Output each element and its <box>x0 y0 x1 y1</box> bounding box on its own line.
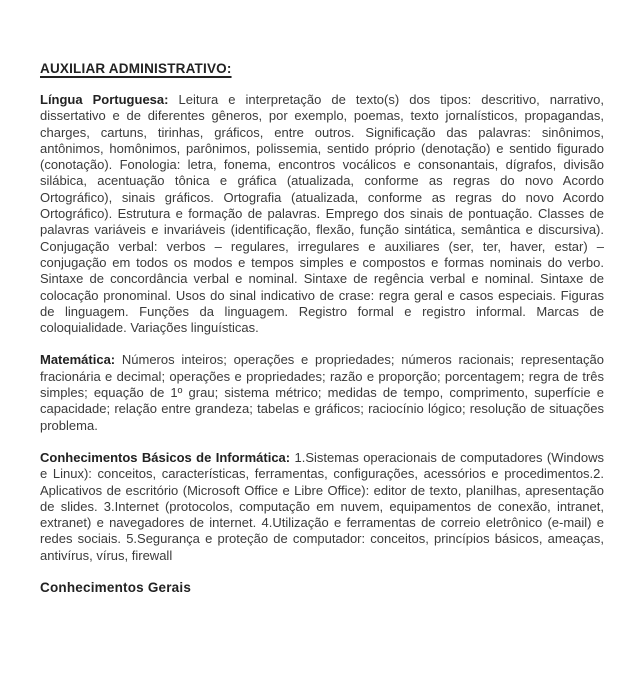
section-matematica <box>40 352 604 433</box>
section-informatica-body: 1.Sistemas operacionais de computadores (Windows e Linux): conceitos, características, ferramentas, configurações, acessórios e procedimentos.2. Aplicativos de escritório (Microsoft Office e Libre Office): editor de texto, planilhas, apresentação de slides. 3.Internet (protocolos, computação em nuvem, equipamentos de conexão, intranet, extranet) e navegadores de internet. 4.Utilização e ferramentas de correio eletrônico (e-mail) e redes sociais. 5.Segurança e proteção de computador: conceitos, princípios básicos, ameaças, antivírus, vírus, firewall <box>40 449 604 563</box>
section-matematica-body: Números inteiros; operações e propriedades; números racionais; representação fracionária e decimal; operações e propriedades; razão e proporção; porcentagem; regra de três simples; equação de 1º grau; sistema métrico; medidas de tempo, comprimento, superfície e capacidade; relação entre grandeza; tabelas e gráficos; raciocínio lógico; resolução de situações problema. <box>40 352 604 433</box>
section-lingua-portuguesa-body: Leitura e interpretação de texto(s) dos tipos: descritivo, narrativo, dissertativo e de diferentes gêneros, por exemplo, poemas, texto jornalísticos, propagandas, charges, cartuns, tirinhas, gráficos, entre outros. Significação das palavras: sinônimos, antônimos, homônimos, parônimos, polissemia, sentido próprio (denotação) e sentido figurado (conotação). Fonologia: letra, fonema, encontros vocálicos e consonantais, dígrafos, divisão silábica, acentuação tônica e gráfica (atualizada, conforme as regras do novo Acordo Ortográfico), sinais gráficos. Ortografia (atualizada, conforme as regras do novo Acordo Ortográfico). Estrutura e formação de palavras. Emprego dos sinais de pontuação. Classes de palavras variáveis e invariáveis (identificação, flexão, função sintática, semântica e discursiva). Conjugação verbal: verbos – regulares, irregulares e auxiliares (ser, ter, haver, estar) – conjugação em todos os modos e tempos simples e compostos e formas nominais do verbo. Sintaxe de concordância verbal e nominal. Sintaxe de regência verbal e nominal. Sintaxe de colocação pronominal. Usos do sinal indicativo de crase: regra geral e casos especiais. Figuras de linguagem. Funções da linguagem. Registro formal e registro informal. Marcas de coloquialidade. Variações linguísticas. <box>40 92 604 336</box>
section-lingua-portuguesa <box>40 92 604 336</box>
heading-conhecimentos-gerais: Conhecimentos Gerais <box>40 580 192 596</box>
section-informatica-label: Conhecimentos Básicos de Informática: <box>40 449 291 465</box>
document-title: AUXILIAR ADMINISTRATIVO: <box>40 61 232 76</box>
section-informatica <box>40 450 604 564</box>
section-matematica-label: Matemática: <box>40 352 116 368</box>
section-lingua-portuguesa-label: Língua Portuguesa: <box>40 92 169 107</box>
